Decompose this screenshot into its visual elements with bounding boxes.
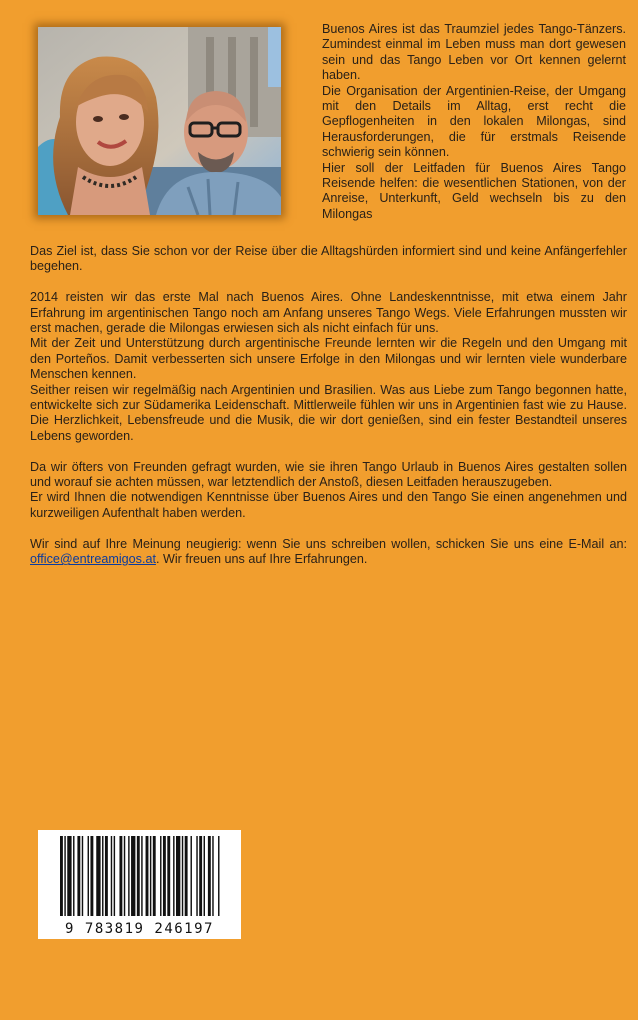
barcode-bar bbox=[204, 836, 205, 916]
barcode-bar bbox=[208, 836, 211, 916]
history-paragraph-2: Mit der Zeit und Unterstützung durch argentinische Freunde lernten wir die Regeln und den Umgang mit den Porteños. Damit verbesserten sich unsere Erfolge in den Milongas und wir lernten viele wunderbare Menschen kennen. bbox=[30, 336, 627, 382]
reason-paragraph-1: Da wir öfters von Freunden gefragt wurden, wie sie ihren Tango Urlaub in Buenos Aires gestalten sollen und worauf sie achten müssen, war letztendlich der Anstoß, diesen Leitfaden herauszugeben. bbox=[30, 459, 627, 490]
intro-text bbox=[322, 22, 626, 222]
barcode-bar bbox=[67, 836, 71, 916]
barcode-bar bbox=[124, 836, 125, 916]
barcode-bar bbox=[60, 836, 63, 916]
barcode bbox=[38, 830, 241, 939]
barcode-bar bbox=[96, 836, 100, 916]
contact-text: Wir sind auf Ihre Meinung neugierig: wenn Sie uns schreiben wollen, schicken Sie uns eine E-Mail an: bbox=[30, 536, 627, 551]
history-paragraph-3: Seither reisen wir regelmäßig nach Argentinien und Brasilien. Was aus Liebe zum Tango begonnen hatte, entwickelte sich zur Südamerika Leidenschaft. Mittlerweile fühlen wir uns in Argentinien fast wie zu Hause. Die Herzlichkeit, Lebensfreude und die Musik, die wir dort genießen, sind ein fester Bestandteil unseres Lebens geworden. bbox=[30, 382, 627, 443]
history-paragraph-1: 2014 reisten wir das erste Mal nach Buenos Aires. Ohne Landeskenntnisse, mit etwa einem Jahr Erfahrung im argentinischen Tango noch am Anfang unseres Tango Wegs. Viele Erfahrungen mussten wir erst machen, gerade die Milongas erwiesen sich als nicht einfach für uns. bbox=[30, 290, 627, 336]
barcode-bar bbox=[137, 836, 140, 916]
email-link[interactable]: office@entreamigos.at bbox=[30, 552, 156, 567]
barcode-bar bbox=[82, 836, 83, 916]
barcode-bar bbox=[102, 836, 103, 916]
intro-paragraph-3: Hier soll der Leitfaden für Buenos Aires Tango Reisende helfen: die wesentlichen Stationen, von der Anreise, Unterkunft, Geld wechseln bis zu den Milongas bbox=[322, 160, 626, 221]
barcode-bar bbox=[128, 836, 129, 916]
barcode-bar bbox=[160, 836, 161, 916]
contact-paragraph bbox=[30, 537, 627, 568]
barcode-bar bbox=[111, 836, 112, 916]
barcode-bar bbox=[119, 836, 122, 916]
main-text bbox=[30, 244, 627, 567]
barcode-bar bbox=[196, 836, 197, 916]
barcode-bar bbox=[141, 836, 142, 916]
isbn-number: 9 783819 246197 bbox=[65, 921, 214, 937]
barcode-bar bbox=[114, 836, 115, 916]
barcode-bar bbox=[146, 836, 149, 916]
barcode-bar bbox=[73, 836, 74, 916]
intro-paragraph-1: Buenos Aires ist das Traumziel jedes Tango-Tänzers. Zumindest einmal im Leben muss man dort gewesen sein und das Tango Leben vor Ort kennen gelernt haben. bbox=[322, 22, 626, 83]
barcode-bar bbox=[173, 836, 174, 916]
barcode-bar bbox=[218, 836, 219, 916]
reason-paragraph-2: Er wird Ihnen die notwendigen Kenntnisse über Buenos Aires und den Tango Sie einen angenehmen und kurzweiligen Aufenthalt haben werden. bbox=[30, 490, 627, 520]
barcode-bar bbox=[105, 836, 108, 916]
barcode-bar bbox=[150, 836, 151, 916]
barcode-bars bbox=[38, 830, 241, 918]
barcode-bar bbox=[212, 836, 213, 916]
barcode-bar bbox=[191, 836, 192, 916]
barcode-bar bbox=[182, 836, 183, 916]
barcode-bar bbox=[199, 836, 202, 916]
barcode-bar bbox=[64, 836, 65, 916]
barcode-bar bbox=[77, 836, 80, 916]
contact-closing: . Wir freuen uns auf Ihre Erfahrungen. bbox=[155, 552, 368, 567]
intro-paragraph-2: Die Organisation der Argentinien-Reise, der Umgang mit den Details im Alltag, erst recht die Gepflogenheiten in den lokalen Milongas, sind Herausforderungen, die für erstmals Reisende schwierig sein können. bbox=[322, 83, 626, 160]
author-photo bbox=[38, 27, 281, 215]
author-photo-image bbox=[38, 27, 281, 215]
barcode-bar bbox=[163, 836, 166, 916]
barcode-bar bbox=[176, 836, 180, 916]
goal-paragraph: Das Ziel ist, dass Sie schon vor der Reise über die Alltagshürden informiert sind und keine Anfängerfehler begehen. bbox=[30, 244, 627, 274]
barcode-bar bbox=[167, 836, 170, 916]
barcode-bar bbox=[153, 836, 156, 916]
barcode-bar bbox=[88, 836, 89, 916]
barcode-bar bbox=[131, 836, 135, 916]
barcode-bar bbox=[185, 836, 188, 916]
barcode-bar bbox=[90, 836, 93, 916]
